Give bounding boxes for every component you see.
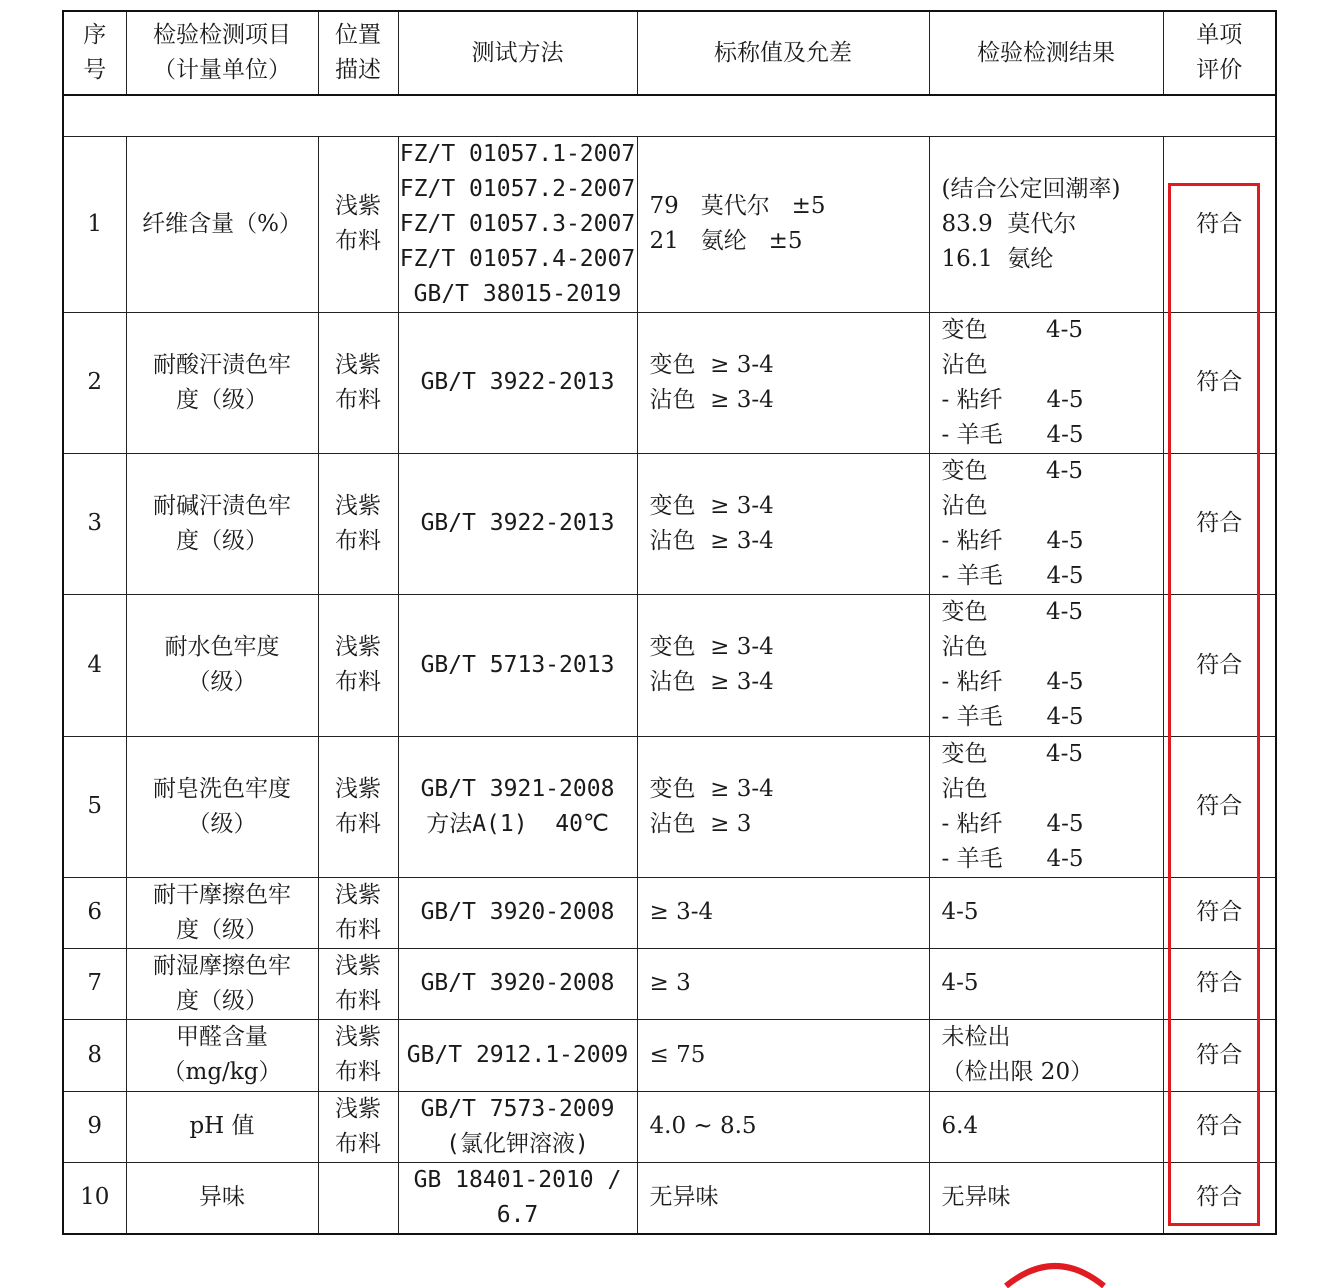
table-row (63, 453, 1276, 594)
text-line: 布料 (335, 669, 381, 696)
text-line: 耐湿摩擦色牢 (153, 952, 291, 979)
blank-spacer-cell (63, 95, 1276, 136)
cell-nominal (637, 1091, 929, 1162)
text-line: 沾色 (941, 351, 988, 378)
text-line: 布料 (335, 228, 381, 255)
text-line: 布料 (335, 1130, 381, 1157)
cell-position (318, 1091, 398, 1162)
text-line: GB/T 3920-2008 (420, 899, 615, 926)
text-line: 无异味 (941, 1184, 1011, 1211)
cell-nominal (637, 136, 929, 312)
cell-no: 2 (63, 312, 126, 453)
text-line: GB/T 3920-2008 (420, 970, 615, 997)
text-line: 沾色 ≥ 3-4 (649, 386, 774, 413)
text-line: 变色 ≥ 3-4 (649, 775, 774, 802)
cell-no: 4 (63, 594, 126, 736)
text-line: 浅紫 (335, 492, 381, 519)
text-line: （mg/kg） (162, 1059, 282, 1086)
text-line: GB/T 38015-2019 (413, 280, 622, 307)
cell-result (929, 136, 1163, 312)
text-line: （计量单位） (153, 57, 291, 83)
text-line: 耐碱汗渍色牢 (153, 492, 291, 519)
text-line: 评价 (1196, 57, 1243, 83)
cell-no: 9 (63, 1091, 126, 1162)
header-method (398, 11, 637, 95)
header-no (63, 11, 126, 95)
header-item (126, 11, 318, 95)
cell-result (929, 312, 1163, 453)
text-line: 布料 (335, 1059, 381, 1086)
cell-method (398, 594, 637, 736)
cell-no: 5 (63, 736, 126, 877)
cell-evaluation: 符合 (1163, 948, 1276, 1019)
text-line: 浅紫 (335, 351, 381, 378)
table-row (63, 1019, 1276, 1091)
blank-spacer-row (63, 95, 1276, 136)
cell-evaluation: 符合 (1163, 594, 1276, 736)
text-line: 变色 4-5 (941, 599, 1084, 626)
text-line: 沾色 (941, 634, 988, 661)
cell-position (318, 453, 398, 594)
cell-method (398, 1091, 637, 1162)
cell-nominal (637, 1019, 929, 1091)
red-stamp-edge (1000, 1248, 1110, 1288)
cell-nominal (637, 736, 929, 877)
cell-result (929, 736, 1163, 877)
cell-nominal (637, 453, 929, 594)
text-line: 浅紫 (335, 193, 381, 220)
cell-result (929, 453, 1163, 594)
header-result (929, 11, 1163, 95)
text-line: 单项 (1196, 22, 1243, 48)
cell-method (398, 453, 637, 594)
text-line: 变色 4-5 (941, 316, 1084, 343)
text-line: 沾色 ≥ 3-4 (649, 527, 774, 554)
cell-method (398, 948, 637, 1019)
text-line: 变色 ≥ 3-4 (649, 351, 774, 378)
text-line: 无异味 (649, 1184, 719, 1211)
cell-evaluation: 符合 (1163, 1162, 1276, 1234)
text-line: 21 氨纶 ±5 (649, 228, 803, 255)
cell-method (398, 1019, 637, 1091)
text-line: 序 (83, 22, 107, 48)
text-line: ≥ 3-4 (649, 899, 714, 926)
text-line: ≥ 3 (649, 970, 691, 997)
text-line: 沾色 (941, 492, 988, 519)
text-line: 浅紫 (335, 952, 381, 979)
cell-nominal (637, 1162, 929, 1234)
table-row (63, 1091, 1276, 1162)
text-line: GB/T 7573-2009 (420, 1095, 615, 1122)
text-line: GB/T 3922-2013 (420, 510, 615, 537)
cell-evaluation: 符合 (1163, 136, 1276, 312)
cell-result (929, 948, 1163, 1019)
text-line: 浅紫 (335, 634, 381, 661)
cell-item (126, 877, 318, 948)
text-line: 83.9 莫代尔 (941, 210, 1077, 237)
text-line: 度（级） (176, 987, 268, 1014)
cell-item (126, 1091, 318, 1162)
text-line: 布料 (335, 916, 381, 943)
text-line: 布料 (335, 386, 381, 413)
text-line: 4-5 (941, 899, 979, 926)
text-line: 布料 (335, 810, 381, 837)
table-row (63, 1162, 1276, 1234)
cell-no: 3 (63, 453, 126, 594)
text-line: GB 18401-2010 / (413, 1166, 622, 1193)
text-line: 甲醛含量 (176, 1024, 268, 1051)
text-line: GB/T 2912.1-2009 (406, 1041, 629, 1068)
cell-no: 6 (63, 877, 126, 948)
table-row (63, 736, 1276, 877)
cell-position (318, 312, 398, 453)
cell-method (398, 136, 637, 312)
text-line: - 羊毛 4-5 (941, 704, 1084, 731)
header-row (63, 11, 1276, 95)
cell-position (318, 736, 398, 877)
text-line: FZ/T 01057.1-2007 (399, 140, 636, 167)
cell-no: 1 (63, 136, 126, 312)
cell-item (126, 453, 318, 594)
cell-evaluation: 符合 (1163, 453, 1276, 594)
text-line: - 粘纤 4-5 (941, 527, 1084, 554)
text-line: 异味 (199, 1184, 245, 1211)
cell-result (929, 877, 1163, 948)
text-line: FZ/T 01057.3-2007 (399, 210, 636, 237)
cell-no: 8 (63, 1019, 126, 1091)
cell-evaluation: 符合 (1163, 736, 1276, 877)
header-nominal (637, 11, 929, 95)
text-line: 变色 ≥ 3-4 (649, 634, 774, 661)
cell-no: 10 (63, 1162, 126, 1234)
inspection-results-table (62, 10, 1277, 1235)
cell-item (126, 948, 318, 1019)
text-line: GB/T 3921-2008 (420, 775, 615, 802)
text-line: 检验检测结果 (977, 39, 1115, 66)
cell-item (126, 1162, 318, 1234)
cell-method (398, 1162, 637, 1234)
text-line: 4.0 ~ 8.5 (649, 1113, 757, 1140)
text-line: GB/T 5713-2013 (420, 651, 615, 678)
text-line: 度（级） (176, 916, 268, 943)
text-line: ≤ 75 (649, 1041, 706, 1068)
table-row (63, 594, 1276, 736)
cell-evaluation: 符合 (1163, 877, 1276, 948)
cell-result (929, 1162, 1163, 1234)
text-line: 布料 (335, 987, 381, 1014)
header-position (318, 11, 398, 95)
text-line: - 粘纤 4-5 (941, 669, 1084, 696)
text-line: 79 莫代尔 ±5 (649, 193, 826, 220)
text-line: 标称值及允差 (714, 39, 852, 66)
cell-nominal (637, 312, 929, 453)
header-evaluation (1163, 11, 1276, 95)
text-line: 描述 (335, 57, 381, 83)
text-line: - 粘纤 4-5 (941, 386, 1084, 413)
text-line: （级） (187, 669, 257, 696)
text-line: - 粘纤 4-5 (941, 810, 1084, 837)
text-line: 度（级） (176, 386, 268, 413)
text-line: 检验检测项目 (153, 22, 291, 48)
cell-item (126, 312, 318, 453)
cell-position (318, 136, 398, 312)
text-line: 4-5 (941, 970, 979, 997)
text-line: - 羊毛 4-5 (941, 845, 1084, 872)
cell-evaluation: 符合 (1163, 1019, 1276, 1091)
text-line: 浅紫 (335, 1024, 381, 1051)
text-line: (氯化钾溶液) (446, 1130, 589, 1157)
cell-nominal (637, 594, 929, 736)
text-line: 沾色 (941, 775, 988, 802)
text-line: 耐皂洗色牢度 (153, 775, 291, 802)
text-line: 沾色 ≥ 3 (649, 810, 752, 837)
text-line: 耐干摩擦色牢 (153, 881, 291, 908)
cell-nominal (637, 948, 929, 1019)
cell-item (126, 136, 318, 312)
text-line: 沾色 ≥ 3-4 (649, 669, 774, 696)
text-line: FZ/T 01057.4-2007 (399, 245, 636, 272)
cell-item (126, 736, 318, 877)
text-line: 6.4 (941, 1113, 979, 1140)
text-line: (结合公定回潮率) (941, 175, 1121, 202)
text-line: 号 (83, 57, 107, 83)
text-line: （检出限 20） (941, 1059, 1094, 1086)
text-line: 浅紫 (335, 775, 381, 802)
text-line: 浅紫 (335, 1095, 381, 1122)
table-row (63, 877, 1276, 948)
text-line: 未检出 (941, 1024, 1011, 1051)
table-row (63, 948, 1276, 1019)
text-line: - 羊毛 4-5 (941, 421, 1084, 448)
cell-evaluation: 符合 (1163, 312, 1276, 453)
text-line: 变色 4-5 (941, 457, 1084, 484)
cell-position (318, 877, 398, 948)
text-line: FZ/T 01057.2-2007 (399, 175, 636, 202)
text-line: 6.7 (496, 1201, 539, 1228)
text-line: GB/T 3922-2013 (420, 369, 615, 396)
table-row (63, 136, 1276, 312)
text-line: 布料 (335, 527, 381, 554)
text-line: pH 值 (189, 1113, 255, 1140)
cell-method (398, 736, 637, 877)
cell-position (318, 948, 398, 1019)
table-row (63, 312, 1276, 453)
cell-no: 7 (63, 948, 126, 1019)
cell-result (929, 594, 1163, 736)
cell-evaluation: 符合 (1163, 1091, 1276, 1162)
cell-result (929, 1091, 1163, 1162)
text-line: 位置 (335, 22, 381, 48)
text-line: 浅紫 (335, 881, 381, 908)
cell-position (318, 1162, 398, 1234)
cell-position (318, 1019, 398, 1091)
cell-item (126, 594, 318, 736)
text-line: 纤维含量（%） (142, 210, 302, 237)
cell-item (126, 1019, 318, 1091)
text-line: （级） (187, 810, 257, 837)
cell-position (318, 594, 398, 736)
text-line: 耐酸汗渍色牢 (153, 351, 291, 378)
cell-method (398, 312, 637, 453)
text-line: 方法A(1) 40℃ (426, 810, 609, 837)
text-line: 16.1 氨纶 (941, 245, 1054, 272)
text-line: 耐水色牢度 (164, 634, 280, 661)
text-line: - 羊毛 4-5 (941, 562, 1084, 589)
cell-method (398, 877, 637, 948)
text-line: 度（级） (176, 527, 268, 554)
text-line: 变色 4-5 (941, 740, 1084, 767)
text-line: 变色 ≥ 3-4 (649, 492, 774, 519)
cell-result (929, 1019, 1163, 1091)
text-line: 测试方法 (471, 39, 564, 66)
cell-nominal (637, 877, 929, 948)
